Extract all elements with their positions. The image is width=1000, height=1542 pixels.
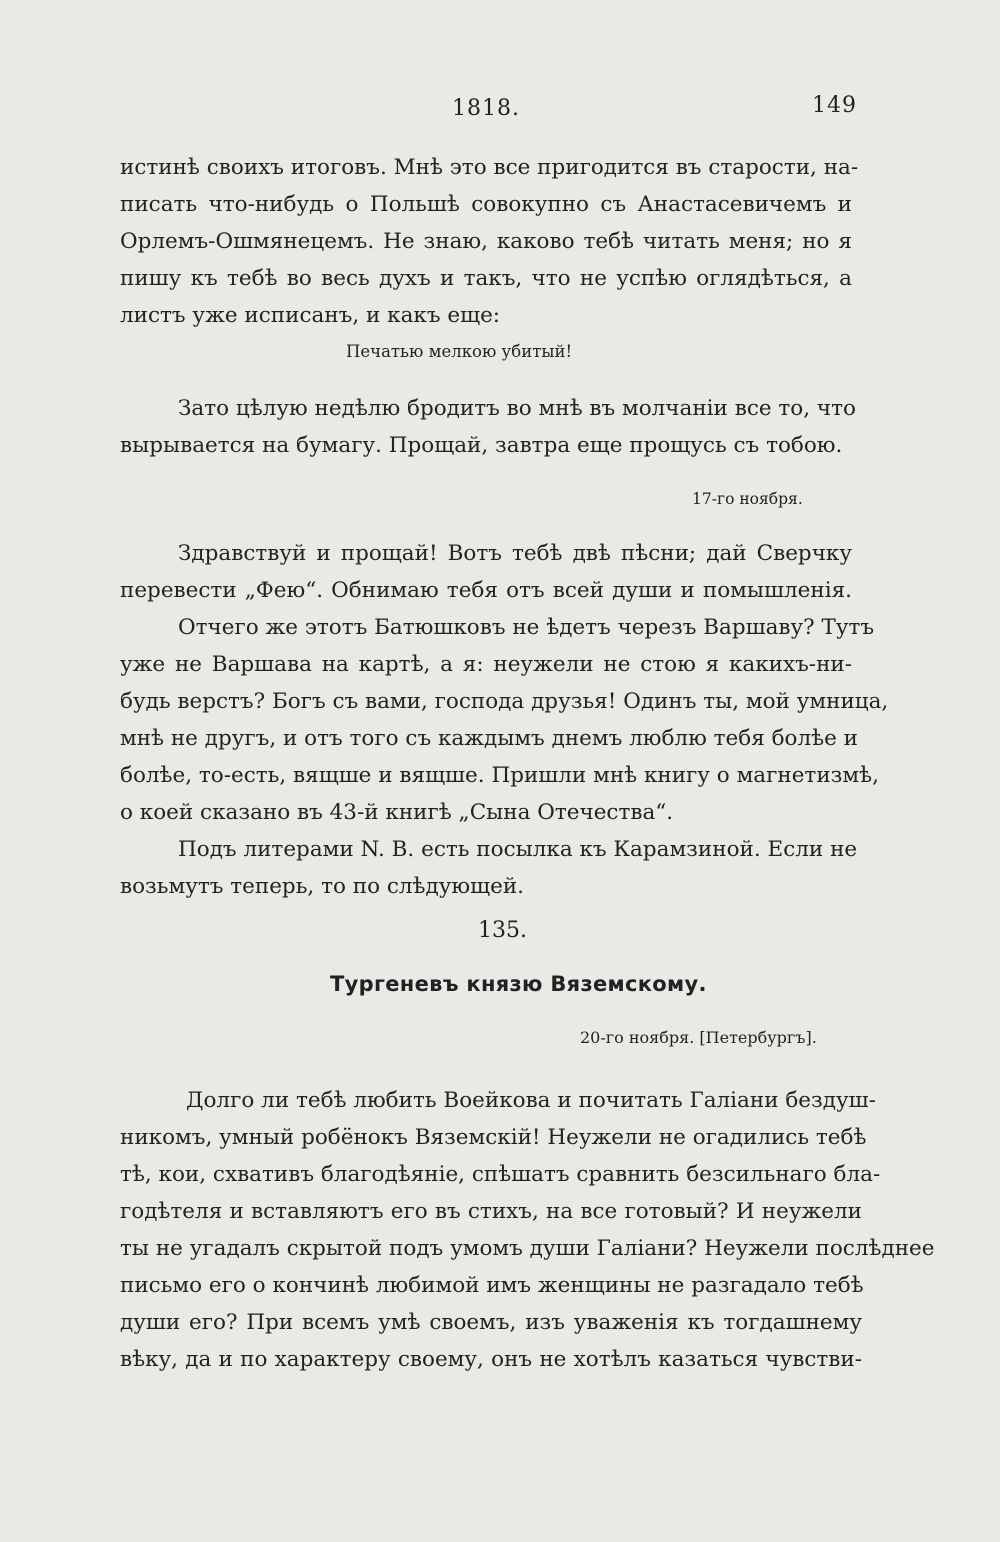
text-line: Долго ли тебѣ любить Воейкова и почитать Галіани бездуш- [186,1088,876,1113]
verse-quote: Печатью мелкою убитый! [346,342,573,361]
text-line: писать что-нибудь о Польшѣ совокупно съ Анастасевичемъ и [120,192,852,217]
text-line: мнѣ не другъ, и отъ того съ каждымъ днемъ люблю тебя болѣе и [120,726,858,751]
text-line: годѣтеля и вставляютъ его въ стихъ, на все готовый? И неужели [120,1199,862,1224]
text-line: вырывается на бумагу. Прощай, завтра еще прощусь съ тобою. [120,433,843,458]
text-line: Здравствуй и прощай! Вотъ тебѣ двѣ пѣсни; дай Сверчку [178,541,852,566]
text-line: перевести „Фею“. Обнимаю тебя отъ всей души и помышленія. [120,578,852,603]
text-line: Зато цѣлую недѣлю бродитъ во мнѣ въ молчаніи все то, что [178,396,856,421]
text-line: Отчего же этотъ Батюшковъ не ѣдетъ черезъ Варшаву? Тутъ [178,615,875,640]
text-line: о коей сказано въ 43-й книгѣ „Сына Отечества“. [120,800,674,825]
text-line: болѣе, то-есть, вящше и вящше. Пришли мнѣ книгу о магнетизмѣ, [120,763,879,788]
text-line: возьмутъ теперь, то по слѣдующей. [120,874,524,899]
text-line: уже не Варшава на картѣ, а я: неужели не стою я какихъ-ни- [120,652,852,677]
text-line: пишу къ тебѣ во весь духъ и такъ, что не успѣю оглядѣться, а [120,266,852,291]
text-line: ты не угадалъ скрытой подъ умомъ души Галіани? Неужели послѣднее [120,1236,935,1261]
text-line: вѣку, да и по характеру своему, онъ не хотѣлъ казаться чувстви- [120,1347,862,1372]
text-line: души его? При всемъ умѣ своемъ, изъ уваженія къ тогдашнему [120,1310,862,1335]
running-header-year: 1818. [452,96,520,121]
text-line: тѣ, кои, схвативъ благодѣяніе, спѣшатъ сравнить безсильнаго бла- [120,1162,881,1187]
letter-date-place: 20-го ноября. [Петербургъ]. [580,1028,817,1047]
text-line: Подъ литерами N. B. есть посылка къ Карамзиной. Если не [178,837,858,862]
letter-title: Тургеневъ князю Вяземскому. [330,972,707,996]
page-number: 149 [812,93,857,118]
text-line: Орлемъ-Ошмянецемъ. Не знаю, каково тебѣ читать меня; но я [120,229,852,254]
text-line: никомъ, умный робёнокъ Вяземскій! Неужели не огадились тебѣ [120,1125,867,1150]
text-line: письмо его о кончинѣ любимой имъ женщины не разгадало тебѣ [120,1273,864,1298]
text-line: истинѣ своихъ итоговъ. Мнѣ это все пригодится въ старости, на- [120,155,859,180]
text-line: листъ уже исписанъ, и какъ еще: [120,303,501,328]
text-line: будь верстъ? Богъ съ вами, господа друзья! Одинъ ты, мой умница, [120,689,889,714]
letter-date: 17-го ноября. [692,490,803,508]
letter-number: 135. [478,918,527,943]
